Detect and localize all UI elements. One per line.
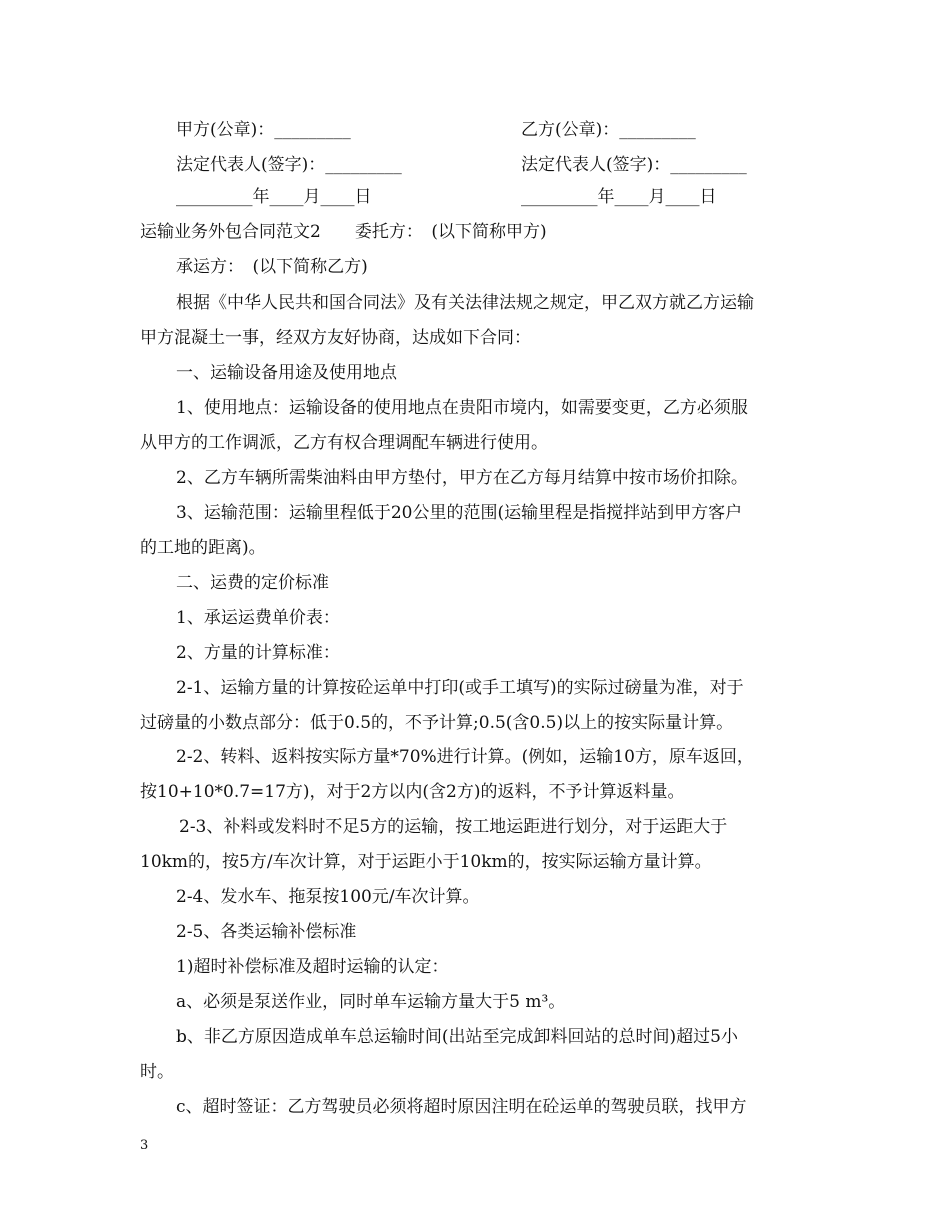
party-a-representative: 法定代表人(签字)：_________ bbox=[176, 155, 402, 175]
paragraph-line: 根据《中华人民共和国合同法》及有关法律法规之规定，甲乙双方就乙方运输 bbox=[176, 293, 754, 313]
paragraph-line: 2、乙方车辆所需柴油料由甲方垫付，甲方在乙方每月结算中按市场价扣除。 bbox=[176, 468, 748, 488]
paragraph-line: 的工地的距离)。 bbox=[140, 538, 266, 558]
paragraph-line: b、非乙方原因造成单车总运输时间(出站至完成卸料回站的总时间)超过5小 bbox=[176, 1027, 738, 1047]
section-heading: 一、运输设备用途及使用地点 bbox=[176, 363, 397, 383]
page-number: 3 bbox=[140, 1138, 149, 1153]
party-a-date: _________年____月____日 bbox=[176, 187, 372, 207]
paragraph-line: 2-4、发水车、拖泵按100元/车次计算。 bbox=[176, 887, 480, 907]
paragraph-line: 2-3、补料或发料时不足5方的运输，按工地运距进行划分，对于运距大于 bbox=[179, 817, 728, 837]
paragraph-line: 2、方量的计算标准： bbox=[176, 643, 340, 663]
paragraph-line: 1、使用地点：运输设备的使用地点在贵阳市境内，如需要变更，乙方必须服 bbox=[176, 398, 748, 418]
paragraph-line: 2-2、转料、返料按实际方量*70%进行计算。(例如，运输10方，原车返回， bbox=[176, 747, 754, 767]
paragraph-line: 甲方混凝土一事，经双方友好协商，达成如下合同： bbox=[140, 328, 531, 348]
paragraph-line: 2-5、各类运输补偿标准 bbox=[176, 922, 357, 942]
paragraph-line: 2-1、运输方量的计算按砼运单中打印(或手工填写)的实际过磅量为准，对于 bbox=[176, 678, 744, 698]
contract-title-line: 运输业务外包合同范文2 委托方： (以下简称甲方) bbox=[140, 222, 547, 242]
paragraph-line: a、必须是泵送作业，同时单车运输方量大于5 m³。 bbox=[176, 992, 566, 1012]
paragraph-line: c、超时签证：乙方驾驶员必须将超时原因注明在砼运单的驾驶员联，找甲方 bbox=[176, 1097, 747, 1117]
paragraph-line: 1)超时补偿标准及超时运输的认定： bbox=[176, 957, 449, 977]
carrier-line: 承运方： (以下简称乙方) bbox=[176, 257, 368, 277]
paragraph-line: 从甲方的工作调派，乙方有权合理调配车辆进行使用。 bbox=[140, 433, 548, 453]
paragraph-line: 1、承运运费单价表： bbox=[176, 608, 340, 628]
party-a-seal: 甲方(公章)：_________ bbox=[176, 120, 351, 140]
paragraph-line: 按10+10*0.7=17方)，对于2方以内(含2方)的返料，不予计算返料量。 bbox=[140, 782, 685, 802]
party-b-date: _________年____月____日 bbox=[521, 187, 717, 207]
paragraph-line: 过磅量的小数点部分：低于0.5的，不予计算;0.5(含0.5)以上的按实际量计算。 bbox=[140, 713, 734, 733]
section-heading: 二、运费的定价标准 bbox=[176, 573, 329, 593]
party-b-representative: 法定代表人(签字)：_________ bbox=[521, 155, 747, 175]
paragraph-line: 3、运输范围：运输里程低于20公里的范围(运输里程是指搅拌站到甲方客户 bbox=[176, 503, 743, 523]
paragraph-line: 10km的，按5方/车次计算，对于运距小于10km的，按实际运输方量计算。 bbox=[140, 852, 712, 872]
paragraph-line: 时。 bbox=[140, 1062, 174, 1082]
party-b-seal: 乙方(公章)：_________ bbox=[521, 120, 696, 140]
